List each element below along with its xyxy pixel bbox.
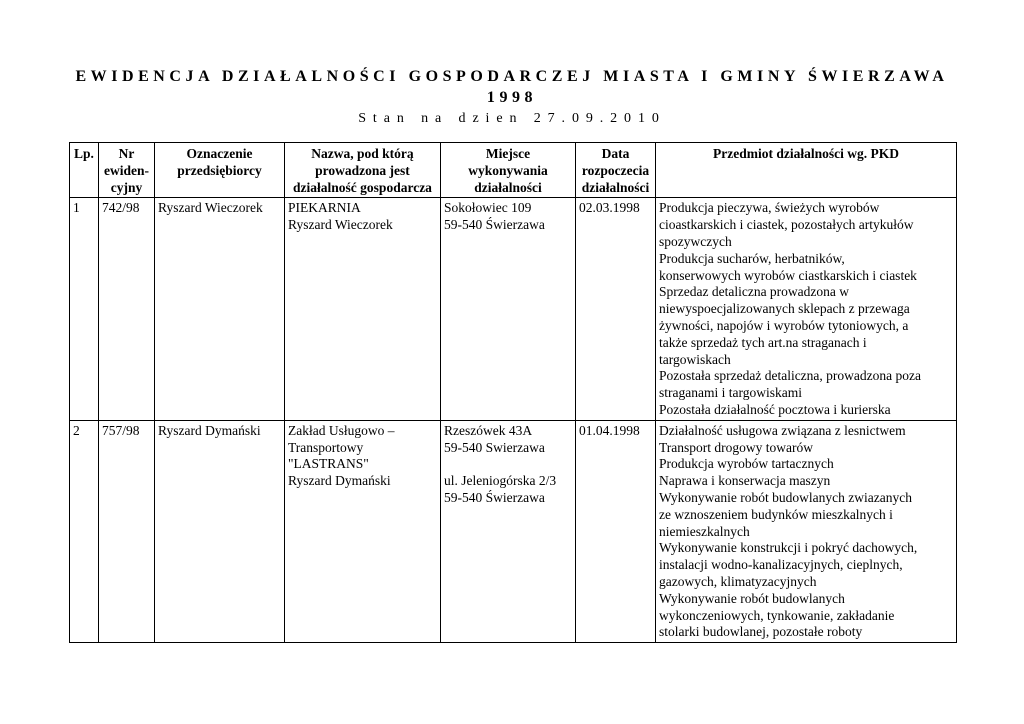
cell-line: przedsiębiorcy [177, 162, 262, 178]
cell-line: targowiskach [659, 351, 731, 367]
cell-line: Pozostała sprzedaż detaliczna, prowadzona poza [659, 368, 921, 384]
cell-line: 01.04.1998 [579, 422, 640, 438]
cell-line: wykonywania [468, 162, 548, 178]
cell-name [285, 198, 441, 420]
cell-line: Oznaczenie [186, 146, 253, 161]
cell-line: działalność gospodarcza [293, 179, 432, 195]
cell-entrepreneur [155, 420, 285, 642]
cell-line: 59-540 Świerzawa [444, 489, 545, 505]
cell-line: gazowych, klimatyzacyjnych [659, 573, 817, 589]
cell-line: stolarki budowlanej, pozostałe roboty [659, 624, 863, 640]
cell-line: ewiden- [104, 162, 149, 178]
cell-lp [70, 198, 99, 420]
cell-line: Ryszard Dymański [288, 473, 391, 489]
cell-line: Wykonywanie konstrukcji i pokryć dachowych, [659, 540, 918, 556]
table-row [70, 198, 957, 420]
cell-line: straganami i targowiskami [659, 385, 802, 401]
cell-line: niewyspoecjalizowanych sklepach z przewaga [659, 301, 910, 317]
business-register-table [69, 142, 957, 643]
cell-line: prowadzona jest [315, 162, 410, 178]
cell-line: 757/98 [102, 422, 140, 438]
cell-line: Lp. [74, 146, 94, 161]
table-header [70, 143, 957, 198]
cell-line: Ryszard Wieczorek [158, 200, 263, 216]
table-row [70, 420, 957, 642]
cell-entrepreneur [155, 198, 285, 420]
cell-line: Data [601, 146, 630, 161]
cell-line: 59-540 Świerzawa [444, 217, 545, 233]
cell-line: Nazwa, pod którą [311, 146, 414, 161]
column-header-pkd [656, 143, 957, 198]
cell-line: PIEKARNIA [288, 200, 361, 216]
cell-line: Ryszard Dymański [158, 422, 261, 438]
cell-line: także sprzedaż tych art.na straganach i [659, 334, 867, 350]
cell-name [285, 420, 441, 642]
cell-line: Zakład Usługowo – [288, 422, 395, 438]
cell-pkd [656, 420, 957, 642]
cell-date [576, 198, 656, 420]
cell-line: Działalność usługowa związana z lesnictwem [659, 422, 906, 438]
cell-line: 02.03.1998 [579, 200, 640, 216]
cell-place [441, 420, 576, 642]
cell-line: Sprzedaz detaliczna prowadzona w [659, 284, 850, 300]
cell-line: cioastkarskich i ciastek, pozostałych artykułów [659, 217, 914, 233]
cell-line: Produkcja sucharów, herbatników, [659, 250, 845, 266]
cell-nr [99, 420, 155, 642]
header-row [70, 143, 957, 198]
column-header-lp [70, 143, 99, 198]
cell-line: Nr [118, 146, 135, 161]
cell-line: Wykonywanie robót budowlanych zwiazanych [659, 489, 912, 505]
column-header-start-date [576, 143, 656, 198]
cell-pkd [656, 198, 957, 420]
cell-line: Rzeszówek 43A [444, 422, 533, 438]
cell-place [441, 198, 576, 420]
cell-line: żywności, napojów i wyrobów tytoniowych, a [659, 317, 909, 333]
cell-line: Produkcja pieczywa, świeżych wyrobów [659, 200, 880, 216]
cell-line: Naprawa i konserwacja maszyn [659, 473, 831, 489]
cell-line: 59-540 Swierzawa [444, 439, 545, 455]
cell-line: Wykonywanie robót budowlanych [659, 590, 845, 606]
cell-line: działalności [474, 179, 542, 195]
cell-line: niemieszkalnych [659, 523, 750, 539]
cell-nr [99, 198, 155, 420]
cell-lp [70, 420, 99, 642]
document-header [0, 68, 1024, 127]
cell-line: Przedmiot działalności wg. PKD [713, 146, 899, 161]
cell-line: 1 [73, 200, 80, 216]
cell-line: Transport drogowy towarów [659, 439, 813, 455]
cell-line: Ryszard Wieczorek [288, 217, 393, 233]
document-year: 1998 [486, 89, 538, 106]
cell-line: działalności [581, 179, 650, 195]
cell-date [576, 420, 656, 642]
column-header-entrepreneur [155, 143, 285, 198]
column-header-place [441, 143, 576, 198]
cell-line: 2 [73, 422, 80, 438]
blank-line [444, 456, 573, 473]
table-body [70, 198, 957, 643]
cell-line: 742/98 [102, 200, 140, 216]
cell-line: Produkcja wyrobów tartacznych [659, 456, 834, 472]
column-header-nr [99, 143, 155, 198]
cell-line: rozpoczecia [581, 162, 650, 178]
status-date: Stan na dzien 27.09.2010 [358, 111, 666, 126]
cell-line: instalacji wodno-kanalizacyjnych, cieplnych, [659, 557, 903, 573]
cell-line: Transportowy [288, 439, 364, 455]
cell-line: Sokołowiec 109 [444, 200, 532, 216]
cell-line: "LASTRANS" [288, 456, 369, 472]
cell-line: Miejsce [485, 146, 531, 161]
column-header-business-name [285, 143, 441, 198]
cell-line: wykonczeniowych, tynkowanie, zakładanie [659, 607, 895, 623]
cell-line: spozywczych [659, 233, 732, 249]
document-title: EWIDENCJA DZIAŁALNOŚCI GOSPODARCZEJ MIASTA I GMINY ŚWIERZAWA [75, 68, 949, 85]
cell-line: konserwowych wyrobów ciastkarskich i ciastek [659, 267, 917, 283]
cell-line: ul. Jeleniogórska 2/3 [444, 473, 557, 489]
cell-line: cyjny [110, 179, 143, 195]
cell-line: ze wznoszeniem budynków mieszkalnych i [659, 506, 893, 522]
cell-line: Pozostała działalność pocztowa i kurierska [659, 401, 891, 417]
